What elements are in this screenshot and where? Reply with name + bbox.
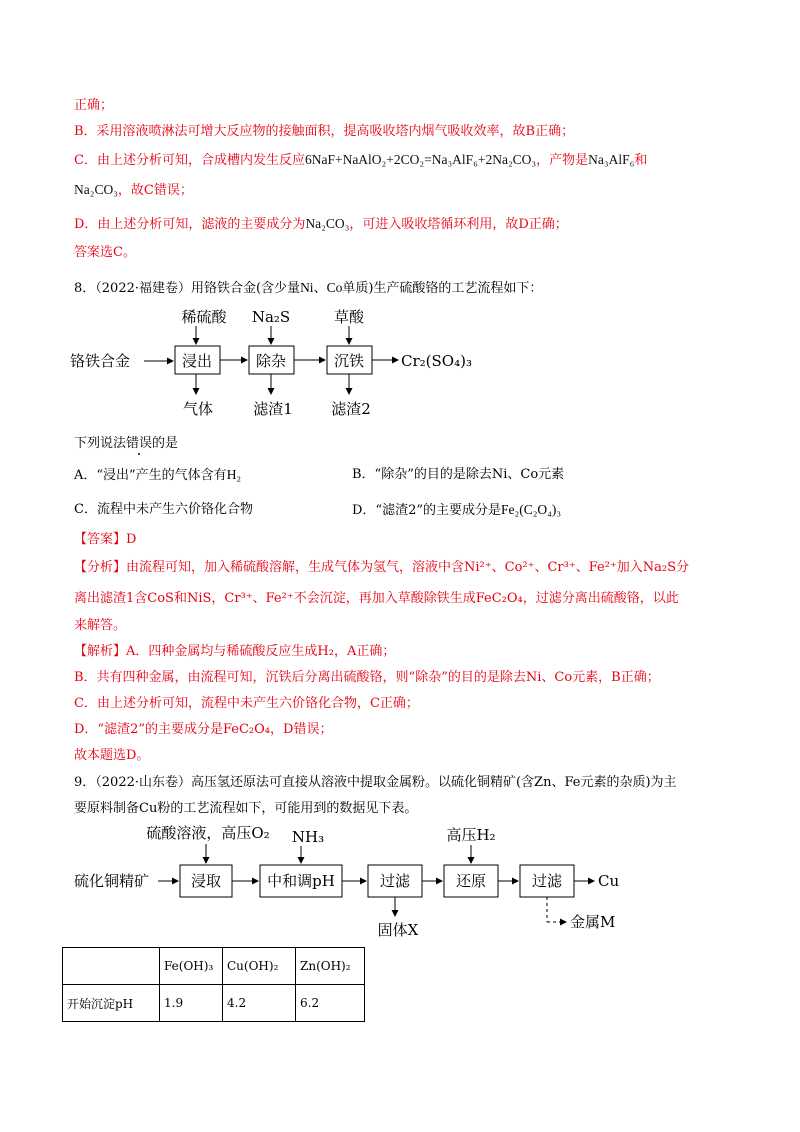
q8-option-c: C．流程中未产生六价铬化合物 [74,502,253,517]
flow-reagent-na2s: Na₂S [251,308,291,326]
q9-data-table [62,947,365,1022]
flow-reagent-acid: 稀硫酸 [181,308,227,326]
q8-detail-d: D．“滤渣2”的主要成分是FeC₂O₄，D错误； [74,722,333,737]
q7-option-b-explanation: B．采用溶液喷淋法可增大反应物的接触面积，提高吸收塔内烟气吸收效率，故B正确； [74,124,575,139]
flow-out-gas: 气体 [182,400,214,418]
q8-detail-a: 【解析】A．四种金属均与稀硫酸反应生成H₂，A正确； [74,644,396,659]
q7-option-c-explanation: C．由上述分析可知，合成槽内发生反应6NaF+NaAlO₂+2CO₂=Na₃AlF₆+2Na₂CO₃，产物是Na₃AlF₆和 [74,152,648,168]
table-row [63,985,365,1022]
q8-detail-c: C．由上述分析可知，流程中未产生六价铬化合物，C正确； [74,696,419,711]
flow9-reagent-h2: 高压H₂ [446,826,496,844]
flow9-step-reduce-label: 还原 [455,872,487,890]
flow-reagent-oxalic: 草酸 [333,308,365,326]
q9-stem-1: 9．（2022·山东卷）高压氢还原法可直接从溶液中提取金属粉。以硫化铜精矿(含Zn、Fe元素的杂质)为主 [74,775,677,790]
q8-final: 故本题选D。 [74,748,150,763]
flow-step-iron-label: 沉铁 [333,352,365,370]
table-header-cell: Cu(OH)₂ [223,948,296,985]
flow9-metal-m: 金属M [570,913,616,931]
q8-analysis-2: 离出滤渣1含CoS和NiS，Cr³⁺、Fe²⁺不会沉淀，再加入草酸除铁生成FeC₂O₄，过滤分离出硫酸铬，以此 [74,591,679,606]
q8-flow-diagram [70,302,520,422]
reaction-equation: 6NaF+NaAlO₂+2CO₂=Na₃AlF₆+2Na₂CO₃ [304,152,537,167]
flow9-reagent-nh3: NH₃ [291,828,325,846]
q8-option-a: A．“浸出”产生的气体含有H₂ [74,467,242,483]
table-cell: 1.9 [160,985,223,1022]
q7-option-c-cont: Na₂CO₃，故C错误； [74,182,193,198]
table-header-row [63,948,365,985]
q7-final-answer: 答案选C。 [74,245,136,260]
table-header-cell: Zn(OH)₂ [296,948,365,985]
flow9-solid-x: 固体X [377,921,419,938]
table-cell: 6.2 [296,985,365,1022]
flow-product: Cr₂(SO₄)₃ [401,352,472,370]
flow9-product: Cu [598,872,620,890]
table-header-cell [63,948,160,985]
flow9-reagent-acid-o2: 硫酸溶液，高压O₂ [146,824,270,842]
q9-stem-2: 要原料制备Cu粉的工艺流程如下，可能用到的数据见下表。 [74,801,418,816]
flow9-step-filter2-label: 过滤 [531,872,563,890]
q7-option-d-explanation: D．由上述分析可知，滤液的主要成分为Na₂CO₃，可进入吸收塔循环利用，故D正确； [74,216,568,232]
q8-stem: 8．（2022·福建卷）用铬铁合金(含少量Ni、Co单质)生产硫酸铬的工艺流程如下： [74,280,543,296]
q9-flow-diagram [70,818,670,938]
flow-step-leach-label: 浸出 [181,352,213,370]
q8-answer: 【答案】D [74,532,137,547]
q8-detail-b: B．共有四种金属，由流程可知，沉铁后分离出硫酸铬，则“除杂”的目的是除去Ni、Co元素，B正确； [74,670,660,685]
q8-question: 下列说法错误的是 [74,436,179,451]
flow-out-residue1: 滤渣1 [253,400,293,418]
table-cell: 开始沉淀pH [63,985,160,1022]
q8-option-d: D．“滤渣2”的主要成分是Fe₂(C₂O₄)₃ [352,502,562,518]
flow9-step-filter1-label: 过滤 [379,872,411,890]
flow9-step-neutralize-label: 中和调pH [267,872,335,890]
flow9-step-leach-label: 浸取 [190,872,222,890]
q7-lead: 正确； [74,98,114,113]
flow-input: 铬铁合金 [70,352,131,370]
q8-analysis-3: 来解答。 [74,618,127,633]
q8-analysis-1: 【分析】由流程可知，加入稀硫酸溶解，生成气体为氢气，溶液中含Ni²⁺、Co²⁺、Cr³⁺、Fe²⁺加入Na₂S分 [74,560,690,575]
flow-out-residue2: 滤渣2 [331,400,371,418]
table-cell: 4.2 [223,985,296,1022]
q8-option-b: B．“除杂”的目的是除去Ni、Co元素 [352,467,565,482]
flow9-input: 硫化铜精矿 [74,872,150,890]
flow-step-purify-label: 除杂 [255,352,287,370]
table-header-cell: Fe(OH)₃ [160,948,223,985]
